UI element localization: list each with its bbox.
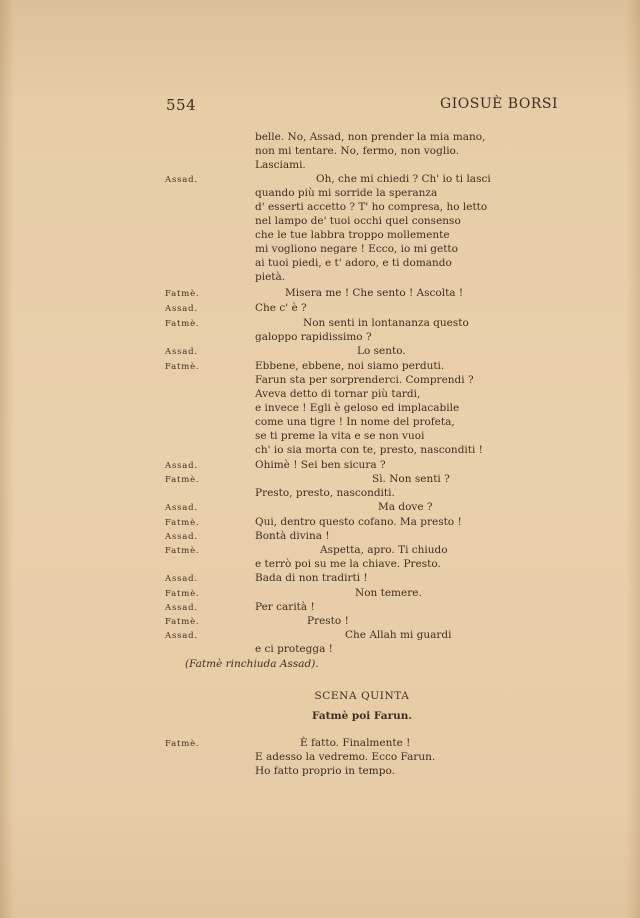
verse-line: È fatto. Finalmente ! bbox=[300, 737, 411, 749]
verse-line: Aveva detto di tornar più tardi, bbox=[255, 388, 421, 400]
speaker-label: Fatmè. bbox=[165, 739, 200, 749]
verse-line: Ebbene, ebbene, noi siamo perduti. bbox=[255, 360, 445, 372]
verse-line: Lo sento. bbox=[357, 345, 406, 357]
speaker-label: Assad. bbox=[165, 175, 198, 185]
verse-line: Ma dove ? bbox=[378, 501, 433, 513]
verse-line: se ti preme la vita e se non vuoi bbox=[255, 430, 425, 442]
verse-line: Bada di non tradirti ! bbox=[255, 572, 368, 584]
verse-line: Bontà divina ! bbox=[255, 530, 330, 542]
verse-line: Che Allah mi guardi bbox=[345, 629, 452, 641]
verse-line: Misera me ! Che sento ! Ascolta ! bbox=[285, 287, 464, 299]
speaker-label: Assad. bbox=[165, 461, 198, 471]
speaker-label: Fatmè. bbox=[165, 362, 200, 372]
verse-line: mi vogliono negare ! Ecco, io mi getto bbox=[255, 243, 458, 255]
page-number: 554 bbox=[166, 96, 197, 114]
verse-line: Oh, che mi chiedi ? Ch' io ti lasci bbox=[316, 173, 491, 185]
speaker-label: Fatmè. bbox=[165, 475, 200, 485]
stage-direction: (Fatmè rinchiuda Assad). bbox=[185, 658, 319, 670]
verse-line: non mi tentare. No, fermo, non voglio. bbox=[255, 145, 460, 157]
verse-line: Aspetta, apro. Ti chiudo bbox=[320, 544, 448, 556]
verse-line: Che c' è ? bbox=[255, 302, 307, 314]
page-left-edge-shadow bbox=[0, 0, 14, 918]
verse-line: che le tue labbra troppo mollemente bbox=[255, 229, 450, 241]
running-head: GIOSUÈ BORSI bbox=[440, 96, 558, 112]
verse-line: d' esserti accetto ? T' ho compresa, ho letto bbox=[255, 201, 488, 213]
verse-line: ch' io sia morta con te, presto, nasconditi ! bbox=[255, 444, 483, 456]
verse-line: galoppo rapidissimo ? bbox=[255, 331, 372, 343]
verse-line: nel lampo de' tuoi occhi quel consenso bbox=[255, 215, 461, 227]
verse-line: Lasciami. bbox=[255, 159, 306, 171]
verse-line: e ci protegga ! bbox=[255, 643, 333, 655]
verse-line: Per carità ! bbox=[255, 601, 315, 613]
scene-title: SCENA QUINTA bbox=[314, 690, 410, 702]
verse-line: e invece ! Egli è geloso ed implacabile bbox=[255, 402, 460, 414]
verse-line: Non senti in lontananza questo bbox=[303, 317, 469, 329]
speaker-label: Fatmè. bbox=[165, 589, 200, 599]
scene-characters: Fatmè poi Farun. bbox=[311, 710, 413, 722]
verse-line: Sì. Non senti ? bbox=[372, 473, 450, 485]
verse-line: come una tigre ! In nome del profeta, bbox=[255, 416, 455, 428]
speaker-label: Assad. bbox=[165, 304, 198, 314]
verse-line: quando più mi sorride la speranza bbox=[255, 187, 438, 199]
verse-line: Presto, presto, nasconditi. bbox=[255, 487, 395, 499]
speaker-label: Assad. bbox=[165, 603, 198, 613]
verse-line: Non temere. bbox=[355, 587, 422, 599]
speaker-label: Assad. bbox=[165, 503, 198, 513]
speaker-label: Assad. bbox=[165, 631, 198, 641]
speaker-label: Assad. bbox=[165, 532, 198, 542]
speaker-label: Assad. bbox=[165, 574, 198, 584]
verse-line: belle. No, Assad, non prender la mia mano, bbox=[255, 131, 486, 143]
verse-line: pietà. bbox=[255, 271, 286, 283]
verse-line: e terrò poi su me la chiave. Presto. bbox=[255, 558, 441, 570]
verse-line: Farun sta per sorprenderci. Comprendi ? bbox=[255, 374, 474, 386]
page-right-edge-shadow bbox=[626, 0, 640, 918]
verse-line: E adesso la vedremo. Ecco Farun. bbox=[255, 751, 436, 763]
speaker-label: Fatmè. bbox=[165, 518, 200, 528]
speaker-label: Fatmè. bbox=[165, 319, 200, 329]
speaker-label: Assad. bbox=[165, 347, 198, 357]
verse-line: Qui, dentro questo cofano. Ma presto ! bbox=[255, 516, 462, 528]
verse-line: Ohimè ! Sei ben sicura ? bbox=[255, 459, 386, 471]
speaker-label: Fatmè. bbox=[165, 289, 200, 299]
verse-line: ai tuoi piedi, e t' adoro, e ti domando bbox=[255, 257, 452, 269]
speaker-label: Fatmè. bbox=[165, 617, 200, 627]
verse-line: Presto ! bbox=[307, 615, 349, 627]
speaker-label: Fatmè. bbox=[165, 546, 200, 556]
verse-line: Ho fatto proprio in tempo. bbox=[255, 765, 395, 777]
